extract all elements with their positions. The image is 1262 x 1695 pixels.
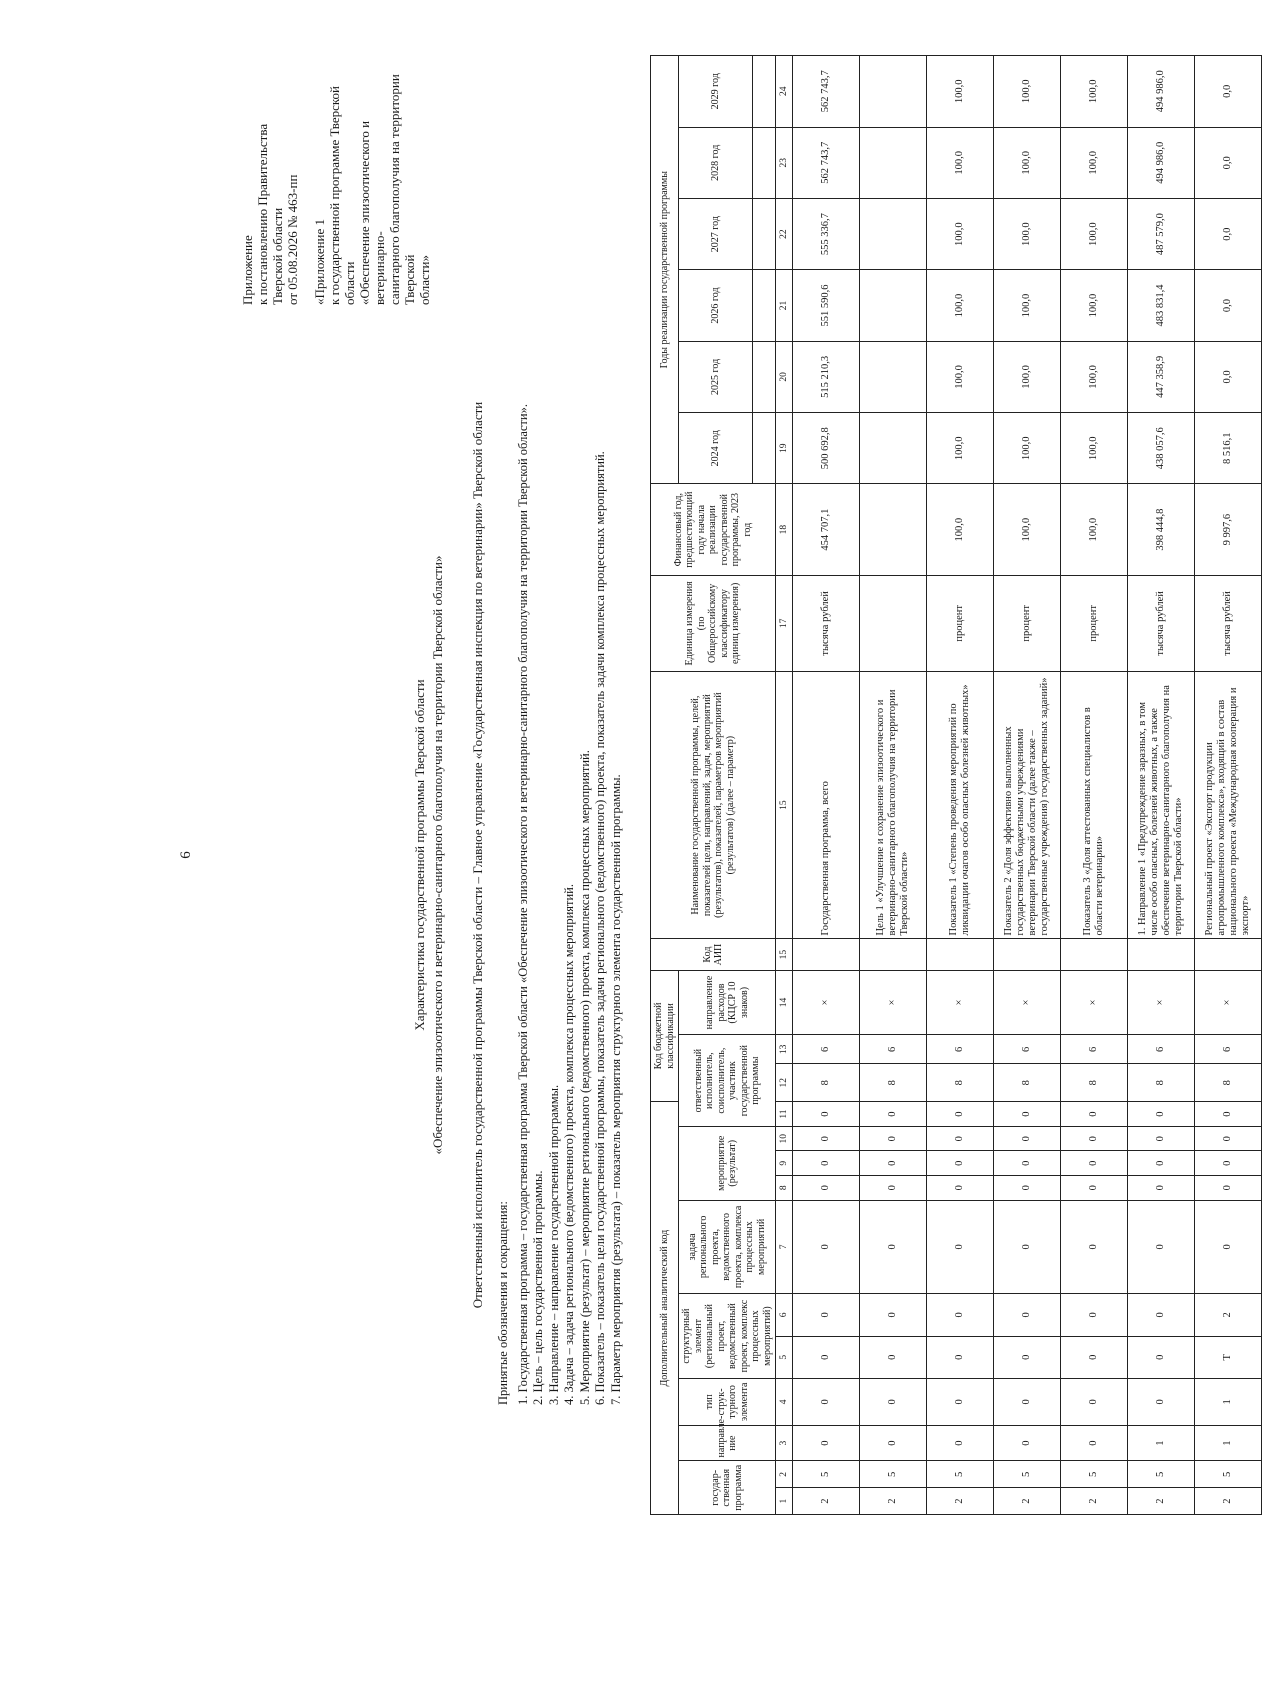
code-cell: 0 <box>1061 1151 1128 1176</box>
column-number: 10 <box>776 1126 793 1151</box>
table-row <box>994 56 1061 1515</box>
empty-cell <box>753 56 776 128</box>
code-cell: 5 <box>793 1461 860 1488</box>
code-cell: 0 <box>927 1425 994 1461</box>
code-cell: 0 <box>1128 1102 1195 1127</box>
column-number: 6 <box>776 1294 793 1336</box>
executor-header: ответственный исполнитель, соисполнитель, участник государственной программы <box>679 1035 776 1127</box>
column-number: 2 <box>776 1461 793 1488</box>
base-year-cell: 9 997,6 <box>1195 484 1262 575</box>
code-cell: 1 <box>1195 1425 1262 1461</box>
code-cell: 0 <box>994 1176 1061 1201</box>
appendix-line: области» <box>417 255 432 305</box>
code-cell: 6 <box>793 1035 860 1064</box>
code-cell: 0 <box>793 1336 860 1378</box>
appendix-line: Тверской области <box>270 207 285 305</box>
code-cell: 0 <box>1061 1176 1128 1201</box>
code-cell: 0 <box>927 1378 994 1425</box>
code-cell: 0 <box>1061 1102 1128 1127</box>
code-cell: 0 <box>1128 1378 1195 1425</box>
base-year-cell: 100,0 <box>927 484 994 575</box>
year-value-cell: 438 057,6 <box>1128 413 1195 484</box>
code-cell: 8 <box>1061 1064 1128 1102</box>
code-cell: 0 <box>1195 1102 1262 1127</box>
table-row <box>860 56 927 1515</box>
code-cell: 0 <box>994 1378 1061 1425</box>
name-cell: Цель 1 «Улучшение и сохранение эпизоотического и ветеринарно-санитарного благополучия на территории Тверской области» <box>860 671 927 939</box>
code-cell: 5 <box>1061 1461 1128 1488</box>
empty-cell <box>753 198 776 269</box>
appendix-line: к государственной программе Тверской области <box>327 85 357 305</box>
code-cell: 0 <box>1128 1126 1195 1151</box>
code-cell: 0 <box>793 1378 860 1425</box>
name-header: Наименование государственной программы, целей, показателей цели, направлений, задач, мероприятий (результатов), показателей, параметров мероприятий (результатов) (далее – параметр) <box>651 671 776 939</box>
code-cell: 2 <box>1128 1488 1195 1515</box>
year-value-cell: 100,0 <box>1061 341 1128 412</box>
year-value-cell: 100,0 <box>994 341 1061 412</box>
code-cell <box>860 939 927 970</box>
code-cell: 8 <box>860 1064 927 1102</box>
code-cell: 8 <box>1195 1064 1262 1102</box>
column-number: 19 <box>776 413 793 484</box>
unit-cell <box>860 575 927 671</box>
year-value-cell <box>860 127 927 198</box>
program-header: государ-ственная программа <box>679 1461 776 1515</box>
abbreviation-item: 3. Направление – направление государственной программы. <box>546 1084 561 1405</box>
code-cell: 0 <box>860 1151 927 1176</box>
column-number: 11 <box>776 1102 793 1127</box>
column-number: 18 <box>776 484 793 575</box>
code-cell: 2 <box>793 1488 860 1515</box>
code-cell: 0 <box>860 1336 927 1378</box>
year-value-cell: 100,0 <box>927 198 994 269</box>
unit-cell: тысяча рублей <box>1128 575 1195 671</box>
code-cell: 0 <box>793 1425 860 1461</box>
code-cell: 8 <box>793 1064 860 1102</box>
code-cell: 5 <box>1128 1461 1195 1488</box>
year-value-cell: 100,0 <box>927 341 994 412</box>
column-number: 14 <box>776 970 793 1035</box>
year-2029-header: 2029 год <box>679 56 753 128</box>
name-cell: Показатель 2 «Доля эффективно выполненных государственных бюджетными учреждениями ветеринарии Тверской области (далее также – государственные учреждения) государственных заданий» <box>994 671 1061 939</box>
additional-code-header: Дополнительный аналитический код <box>651 1102 679 1515</box>
unit-cell: процент <box>1061 575 1128 671</box>
code-cell: 0 <box>927 1200 994 1294</box>
code-cell: 6 <box>1195 1035 1262 1064</box>
aip-code-header: Код АИП <box>651 939 776 970</box>
column-number: 8 <box>776 1176 793 1201</box>
year-value-cell: 100,0 <box>994 413 1061 484</box>
column-number: 17 <box>776 575 793 671</box>
year-value-cell: 100,0 <box>994 198 1061 269</box>
year-value-cell <box>860 413 927 484</box>
code-cell: 0 <box>927 1126 994 1151</box>
year-value-cell: 8 516,1 <box>1195 413 1262 484</box>
code-cell: 6 <box>860 1035 927 1064</box>
element-type-header: тип струк-турного элемента <box>679 1378 776 1425</box>
code-cell: 5 <box>1195 1461 1262 1488</box>
code-cell: 6 <box>927 1035 994 1064</box>
year-2024-header: 2024 год <box>679 413 753 484</box>
rotated-sheet <box>60 55 1251 1655</box>
code-cell: 5 <box>860 1461 927 1488</box>
abbreviation-item: 5. Мероприятие (результат) – мероприятие регионального (ведомственного) проекта, комплекса процессных мероприятий. <box>577 750 592 1405</box>
unit-cell: тысяча рублей <box>1195 575 1262 671</box>
appendix-line: санитарного благополучия на территории Тверской <box>387 74 417 305</box>
appendix-line: «Приложение 1 <box>312 218 327 305</box>
year-value-cell: 100,0 <box>927 413 994 484</box>
year-value-cell: 500 692,8 <box>793 413 860 484</box>
year-value-cell: 100,0 <box>1061 198 1128 269</box>
year-value-cell: 100,0 <box>1061 270 1128 341</box>
code-cell: 0 <box>994 1294 1061 1336</box>
column-number: 22 <box>776 198 793 269</box>
code-cell: 8 <box>1128 1064 1195 1102</box>
code-cell: 0 <box>994 1126 1061 1151</box>
year-value-cell: 562 743,7 <box>793 127 860 198</box>
year-value-cell: 515 210,3 <box>793 341 860 412</box>
name-cell: Показатель 3 «Доля аттестованных специалистов в области ветеринарии» <box>1061 671 1128 939</box>
abbreviation-item: 7. Параметр мероприятия (результата) – показатель мероприятия структурного элемента государственной программы. <box>608 774 623 1405</box>
code-cell <box>1061 939 1128 970</box>
code-cell: 0 <box>927 1294 994 1336</box>
year-value-cell: 100,0 <box>994 127 1061 198</box>
code-cell: 6 <box>994 1035 1061 1064</box>
year-value-cell: 0,0 <box>1195 198 1262 269</box>
column-number: 7 <box>776 1200 793 1294</box>
code-cell: 0 <box>860 1425 927 1461</box>
code-cell: 0 <box>1061 1425 1128 1461</box>
code-cell: 2 <box>994 1488 1061 1515</box>
table-body <box>776 56 1262 1515</box>
fin-year-header: Финансовый год, предшествующий году начала реализации государственной программы, 2023 год <box>651 484 776 575</box>
year-value-cell: 562 743,7 <box>793 56 860 128</box>
year-value-cell <box>860 198 927 269</box>
year-value-cell <box>860 56 927 128</box>
code-cell: 0 <box>1061 1200 1128 1294</box>
year-value-cell: 494 986,0 <box>1128 56 1195 128</box>
code-cell: 2 <box>1061 1488 1128 1515</box>
year-value-cell <box>860 270 927 341</box>
code-cell: 0 <box>927 1336 994 1378</box>
empty-cell <box>753 127 776 198</box>
base-year-cell: 100,0 <box>994 484 1061 575</box>
year-value-cell: 0,0 <box>1195 56 1262 128</box>
code-cell: 2 <box>1195 1488 1262 1515</box>
table-row <box>1061 56 1128 1515</box>
code-cell: 8 <box>927 1064 994 1102</box>
code-cell: 0 <box>860 1176 927 1201</box>
column-number: 15 <box>776 939 793 970</box>
abbreviation-item: 1. Государственная программа – государственная программа Тверской области «Обеспечение эпизоотического и ветеринарно-санитарного благополучия на территории Тверской области». <box>515 404 530 1405</box>
column-number: 5 <box>776 1336 793 1378</box>
code-cell: 0 <box>1128 1294 1195 1336</box>
code-cell: 6 <box>1128 1035 1195 1064</box>
column-number: 12 <box>776 1064 793 1102</box>
code-cell: 0 <box>1061 1126 1128 1151</box>
code-cell <box>1128 939 1195 970</box>
code-cell: 0 <box>860 1200 927 1294</box>
column-number: 15 <box>776 671 793 939</box>
code-cell: 0 <box>793 1294 860 1336</box>
column-number: 9 <box>776 1151 793 1176</box>
code-cell: 6 <box>1061 1035 1128 1064</box>
abbreviation-item: 2. Цель – цель государственной программы. <box>531 1170 545 1405</box>
unit-cell: процент <box>994 575 1061 671</box>
code-cell: 2 <box>927 1488 994 1515</box>
code-cell: × <box>994 970 1061 1035</box>
code-cell <box>793 939 860 970</box>
program-characteristics-table <box>650 55 1262 1515</box>
code-cell: 0 <box>927 1151 994 1176</box>
unit-cell: тысяча рублей <box>793 575 860 671</box>
empty-cell <box>753 270 776 341</box>
year-value-cell: 100,0 <box>1061 413 1128 484</box>
base-year-cell <box>860 484 927 575</box>
year-value-cell: 100,0 <box>994 56 1061 128</box>
column-numbers-row <box>776 56 793 1515</box>
unit-header: Единица измерения (по Общероссийскому классификатору единиц измерения) <box>651 575 776 671</box>
name-cell: Региональный проект «Экспорт продукции агропромышленного комплекса», входящий в состав национального проекта «Международная кооперация и экспорт» <box>1195 671 1262 939</box>
column-number: 20 <box>776 341 793 412</box>
code-cell: 0 <box>994 1102 1061 1127</box>
code-cell: 0 <box>793 1126 860 1151</box>
code-cell: 0 <box>994 1425 1061 1461</box>
code-cell: × <box>1061 970 1128 1035</box>
year-value-cell: 100,0 <box>1061 127 1128 198</box>
code-cell: 0 <box>1061 1294 1128 1336</box>
year-value-cell: 551 590,6 <box>793 270 860 341</box>
year-value-cell: 100,0 <box>927 56 994 128</box>
code-cell: 0 <box>1195 1176 1262 1201</box>
appendix-line: «Обеспечение эпизоотического и ветеринарно- <box>357 120 387 305</box>
code-cell: 0 <box>1061 1378 1128 1425</box>
abbreviation-item: 4. Задача – задача регионального (ведомственного) проекта, комплекса процессных мероприятий. <box>562 884 576 1405</box>
direction-header: направле-ние <box>679 1425 776 1461</box>
year-value-cell: 483 831,4 <box>1128 270 1195 341</box>
code-cell: 0 <box>927 1102 994 1127</box>
responsible-executor: Ответственный исполнитель государственной программы Тверской области – Главное управление «Государственная инспекция по ветеринарии» Тверской области <box>470 401 485 1309</box>
code-cell: 0 <box>793 1102 860 1127</box>
page-number: 6 <box>178 851 194 859</box>
year-value-cell: 555 336,7 <box>793 198 860 269</box>
appendix-line: от 05.08.2026 № 463-пп <box>285 174 300 305</box>
code-cell: 0 <box>793 1176 860 1201</box>
group-header-row <box>651 56 679 1515</box>
year-value-cell: 100,0 <box>994 270 1061 341</box>
document-subtitle: «Обеспечение эпизоотического и ветеринарно-санитарного благополучия на территории Тверской области» <box>430 555 445 1155</box>
year-2027-header: 2027 год <box>679 198 753 269</box>
year-value-cell: 100,0 <box>927 127 994 198</box>
column-number: 23 <box>776 127 793 198</box>
code-cell: 0 <box>793 1200 860 1294</box>
empty-cell <box>753 413 776 484</box>
code-cell: Т <box>1195 1336 1262 1378</box>
appendix-decree <box>240 65 300 305</box>
code-cell: 2 <box>1195 1294 1262 1336</box>
code-cell: 0 <box>1128 1200 1195 1294</box>
base-year-cell: 100,0 <box>1061 484 1128 575</box>
year-value-cell: 494 986,0 <box>1128 127 1195 198</box>
code-cell <box>927 939 994 970</box>
code-cell: 2 <box>860 1488 927 1515</box>
code-cell: 0 <box>860 1378 927 1425</box>
abbreviation-item: 6. Показатель – показатель цели государственной программы, показатель задачи регионального (ведомственного) проекта, показатель задачи комплекса процессных мероприятий. <box>593 451 607 1405</box>
column-number: 4 <box>776 1378 793 1425</box>
code-cell: 0 <box>1195 1200 1262 1294</box>
code-cell: 0 <box>994 1151 1061 1176</box>
appendix-line: Приложение <box>240 235 255 305</box>
year-2025-header: 2025 год <box>679 341 753 412</box>
name-cell: 1. Направление 1 «Предупреждение заразных, в том числе особо опасных, болезней животных, а также обеспечение ветеринарно-санитарного благополучия на территории Тверской области» <box>1128 671 1195 939</box>
code-cell <box>1195 939 1262 970</box>
year-value-cell: 447 358,9 <box>1128 341 1195 412</box>
base-year-cell: 454 707,1 <box>793 484 860 575</box>
code-cell: 0 <box>1128 1151 1195 1176</box>
code-cell <box>994 939 1061 970</box>
code-cell: × <box>793 970 860 1035</box>
name-cell: Показатель 1 «Степень проведения мероприятий по ликвидации очагов особо опасных болезней животных» <box>927 671 994 939</box>
unit-cell: процент <box>927 575 994 671</box>
document-title: Характеристика государственной программы Тверской области <box>412 679 427 1031</box>
code-cell: 0 <box>1061 1336 1128 1378</box>
name-cell: Государственная программа, всего <box>793 671 860 939</box>
year-value-cell: 0,0 <box>1195 341 1262 412</box>
column-number: 21 <box>776 270 793 341</box>
base-year-cell: 398 444,8 <box>1128 484 1195 575</box>
year-value-cell <box>860 341 927 412</box>
table-row <box>927 56 994 1515</box>
code-cell: 0 <box>994 1336 1061 1378</box>
task-header: задача регионального проекта, ведомственного проекта, комплекса процессных мероприятий <box>679 1200 776 1294</box>
code-cell: 0 <box>860 1102 927 1127</box>
code-cell: 1 <box>1128 1425 1195 1461</box>
table-row <box>793 56 860 1515</box>
code-cell: 0 <box>1128 1336 1195 1378</box>
year-value-cell: 100,0 <box>1061 56 1128 128</box>
years-header: Годы реализации государственной программы <box>651 56 679 484</box>
code-cell: × <box>1195 970 1262 1035</box>
code-cell: × <box>1128 970 1195 1035</box>
abbreviations-list <box>496 105 624 1405</box>
year-value-cell: 100,0 <box>927 270 994 341</box>
code-cell: 0 <box>1195 1126 1262 1151</box>
code-cell: 0 <box>860 1294 927 1336</box>
budget-code-header: Код бюджетной классификации <box>651 970 679 1102</box>
column-number: 13 <box>776 1035 793 1064</box>
code-cell: 0 <box>793 1151 860 1176</box>
element-header: структурный элемент (региональный проект, ведомственный проект, комплекс процессных мероприятий) <box>679 1294 776 1379</box>
code-cell: 0 <box>1128 1176 1195 1201</box>
code-cell: 5 <box>994 1461 1061 1488</box>
abbreviations-heading: Принятые обозначения и сокращения: <box>496 1201 510 1405</box>
code-cell: 0 <box>860 1126 927 1151</box>
code-cell: 1 <box>1195 1378 1262 1425</box>
code-cell: × <box>860 970 927 1035</box>
code-cell: 0 <box>994 1200 1061 1294</box>
year-value-cell: 0,0 <box>1195 270 1262 341</box>
event-header: мероприятие (результат) <box>679 1126 776 1200</box>
code-cell: 0 <box>1195 1151 1262 1176</box>
code-cell: 5 <box>927 1461 994 1488</box>
expense-dir-header: направление расходов (КЦСР 10 знаков) <box>679 970 776 1035</box>
table-row <box>1195 56 1262 1515</box>
table-row <box>1128 56 1195 1515</box>
year-2028-header: 2028 год <box>679 127 753 198</box>
column-number: 24 <box>776 56 793 128</box>
column-number: 1 <box>776 1488 793 1515</box>
code-cell: × <box>927 970 994 1035</box>
year-value-cell: 0,0 <box>1195 127 1262 198</box>
empty-cell <box>753 341 776 412</box>
code-cell: 0 <box>927 1176 994 1201</box>
year-value-cell: 487 579,0 <box>1128 198 1195 269</box>
appendix-line: к постановлению Правительства <box>255 123 270 305</box>
code-cell: 8 <box>994 1064 1061 1102</box>
column-number: 3 <box>776 1425 793 1461</box>
year-2026-header: 2026 год <box>679 270 753 341</box>
